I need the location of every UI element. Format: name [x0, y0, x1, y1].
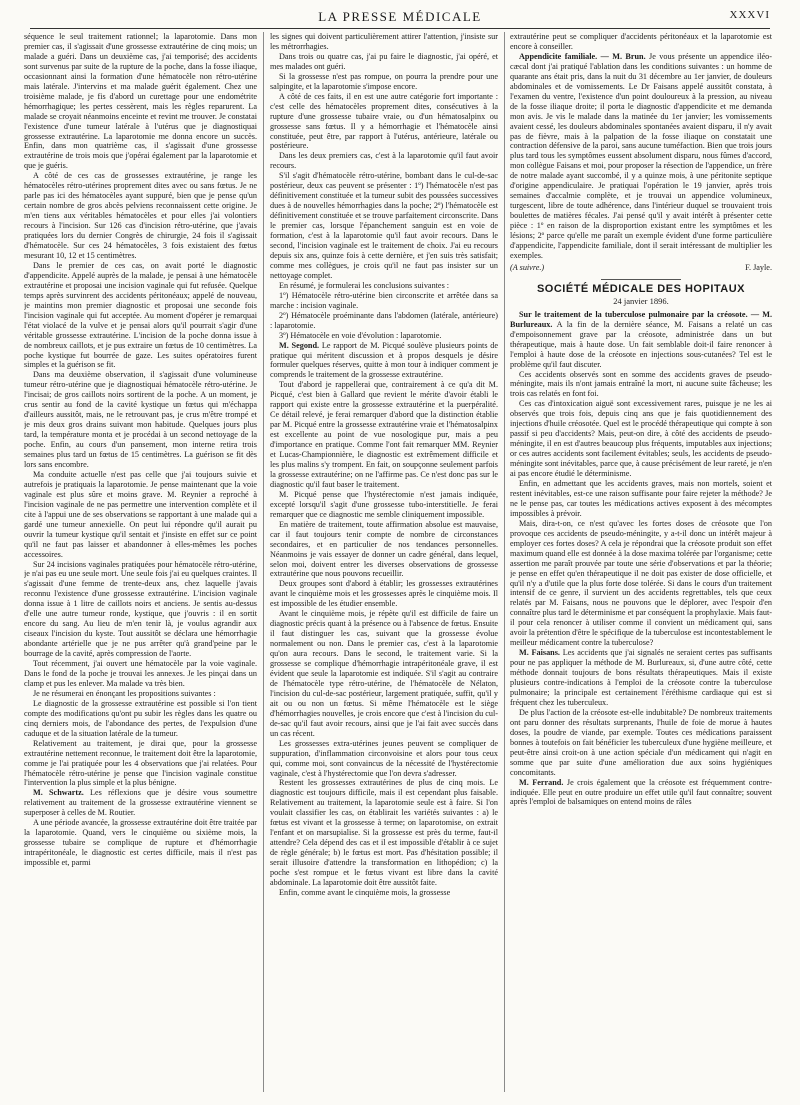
column-divider: [263, 32, 264, 1092]
column-3: [510, 32, 772, 1097]
section-title: SOCIÉTÉ MÉDICALE DES HOPITAUX: [536, 282, 746, 295]
paragraph: Enfin, en admettant que les accidents graves, mais non mortels, soient et restent inévitables, est-ce une raison suffisante pour faire rejeter la méthode? Je ne le pense pas, car toutes les médications actives exposent à des mécomptes impossibles à prévoir.: [510, 478, 772, 518]
running-title: LA PRESSE MÉDICALE: [318, 9, 482, 24]
paragraph: En matière de traitement, toute affirmation absolue est mauvaise, car il faut toujours tenir compte de nombre de circonstances secondaires, et en particulier de nos tendances personnelles. Néanmoins je vais essayer de donner un cadre général, dans lequel, selon moi, doivent entrer les diverses observations de grossesse extrautérine que nous pouvons recueillir.: [270, 519, 498, 579]
paragraph: [510, 648, 772, 708]
paragraph: Je ne résumerai en énonçant les propositions suivantes :: [33, 688, 216, 698]
paragraph: Deux groupes sont d'abord à établir; les grossesses extrautérines avant le cinquième mois et les grossesses après le cinquième mois. Il est impossible de les étudier ensemble.: [270, 579, 498, 609]
paragraph: A côté de ces cas de grossesses extrautérine, je range les hématocèles rétro-utérines proprement dites avec ou sans fœtus. Je ne parle pas ici des hématocèles ayant suppuré, bien que je pense qu'un certain nombre de gros abcès pelviens reconnaissent cette origine. Je m'en tiens aux véritables hématocèles et pour elles j'ai volontiers recours à l'incision. Sur 126 cas d'incision rétro-utérine, que j'avais pratiquées lors du dernier Congrès de chirurgie, 24 fois il s'agissait d'hématocèle. Sur ces 24 hématocèles, 3 fois existaient des fœtus mesurant 10, 12 et 15 centimètres.: [24, 171, 257, 260]
paragraph: Tout récemment, j'ai ouvert une hématocèle par la voie vaginale. Dans le fond de la poche je trouvai les annexes. Je les pinçai dans un clamp et pus les enlever. Ma malade va très bien.: [24, 659, 257, 688]
paragraph: De plus l'action de la créosote est-elle indubitable? De nombreux traitements ont paru donner des résultats surprenants, l'huile de foie de morue à hautes doses, la poudre de viande, par exemple. Toutes ces médications paraissent bonnes à toutefois on fait bénéficier les tuberculeux d'une hygiène meilleure, et peut-être ainsi croit-on à une action spéciale d'un médicament qui n'agit en somme que par suite d'une amélioration due aux soins hygiéniques concomitants.: [510, 707, 772, 777]
paragraph: [510, 310, 772, 370]
paragraph: [510, 52, 772, 261]
paragraph-text: Le rapport de M. Picqué soulève plusieurs points de pratique qui méritent discussion et à propos desquels je désire formuler quelques réserves, quitte à mon tour à indiquer comment je comprends le traitement de la grossesse extrautérine.: [270, 340, 498, 380]
paragraph: Ma conduite actuelle n'est pas celle que j'ai toujours suivie et autrefois je pratiquais la laparotomie. Je pense maintenant que la voie vaginale est plus sûre et moins grave. M. Reynier a reproché à l'incision vaginale de ne pas permettre une intervention complète et il cite à l'appui une de ses observations se rapportant à une malade qui a gardé une tumeur annexielle. On peut lui répondre qu'il aurait pu ouvrir la tumeur kystique qu'il sentait et j'insiste en effet sur ce point qu'il ne faut pas laisser et abandonner à elles-mêmes les poches accessoires.: [24, 469, 257, 559]
paragraph-text: Les accidents que j'ai signalés ne seraient certes pas suffisants pour ne pas appliquer la méthode de M. Burlureaux, si, d'une autre côté, cette méthode donnait toujours de bons résultats thérapeutiques. Mais il existe plusieurs contre-indications à l'emploi de la créosote contre la tuberculose pulmonaire; la principale est certainement l'éréthisme cardiaque qui est si fréquent chez les tuberculeux.: [510, 648, 772, 707]
paragraph: En résumé, je formulerai les conclusions suivantes :: [279, 280, 450, 290]
paragraph: Si la grossesse n'est pas rompue, on pourra la prendre pour une salpingite, et la laparotomie s'impose encore.: [270, 71, 498, 91]
paragraph: Relativement au traitement, je dirai que, pour la grossesse extrautérine nettement reconnue, le traitement doit être la laparotomie, comme je l'ai pratiquée pour les 4 observations que j'ai relatées. Pour l'hématocèle rétro-utérine je pense que l'incision vaginale constitue l'intervention la plus simple et la plus bénigne.: [24, 738, 257, 788]
speaker-name: M. Segond.: [279, 340, 320, 350]
speaker-name: M. Schwartz.: [33, 788, 84, 798]
paragraph: [24, 788, 257, 818]
column-divider: [504, 32, 505, 1092]
paragraph: Mais, dira-t-on, ce n'est qu'avec les fortes doses de créosote que l'on provoque ces accidents de pseudo-méningite, y a-t-il donc un intérêt majeur à employer ces fortes doses? A cela je répondrai que la créosote produit son effet maximum quand elle est donnée à la dose maxima tolérée par l'organisme; cette assertion me paraît prouvée par toute une série d'observations et par la théorie; je pense en effet qu'en thérapeutique il ne doit pas exister de dose officielle, et qu'il n'y a d'utile que la plus forte dose tolérée. Si dans le cours d'un traitement intensif de ce genre, il survient un des accidents regrettables, tels que ceux relatés par M. Faisans, nous ne pouvons que le déplorer, avec l'espoir d'en connaître plus tard le déterminisme et par conséquent la prophylaxie. Mais faut-il pour cela renoncer à utiliser comme il convient un médicament qui, sans avoir la prétention d'être le spécifique de la tuberculose est incontestablement le meilleur médicament contre la tuberculose?: [510, 518, 772, 648]
signature-line: [510, 263, 772, 273]
paragraph: les signes qui doivent particulièrement attirer l'attention, j'insiste sur les métrorrhagies.: [270, 32, 498, 51]
speaker-name: M. Faisans.: [519, 648, 560, 658]
speaker-name: — M. Burlureaux.: [510, 309, 772, 329]
paragraph: Ces accidents observés sont en somme des accidents graves de pseudo-méningite, mais ils n'ont jamais entraîné la mort, ni aucune suite fâcheuse; les trois cas relatés en font foi.: [510, 369, 772, 399]
paragraph: Dans le premier de ces cas, on avait porté le diagnostic d'appendicite. Appelé auprès de la malade, je pensai à une hématocèle extrautérine et proposai une incision vaginale qui fut refusée. Quelque temps après survinrent des accidents péritonéaux; appelé de nouveau, je maintins mon premier diagnostic et proposai une seconde fois l'incision vaginale qui fut acceptée. Au moment d'opérer je remarquai l'état violacé de la vulve et je pensai alors qu'il pourrait s'agir d'une véritable grossesse extrautérine. L'incision de la poche donna issue à de nombreux caillots, et je pus extraire un fœtus de 10 centimètres. La poche kystique fut bourrée de gaze. Les suites opératoires furent simples et la guérison se fit.: [24, 260, 257, 370]
section-date: 24 janvier 1896.: [613, 295, 669, 306]
page-header: [30, 6, 770, 29]
paragraph: M. Picqué pense que l'hystérectomie n'est jamais indiquée, excepté lorsqu'il s'agit d'une grossesse tubo-interstitielle. Je ferai remarquer que ce diagnostic me semble cliniquement impossible.: [270, 489, 498, 519]
paragraph: Sur 24 incisions vaginales pratiquées pour hématocèle rétro-utérine, je n'ai pas eu une seule mort. Une seule fois j'ai eu quelques craintes. Il s'agissait d'une femme de trente-deux ans, chez laquelle j'avais reconnu l'existence d'une grossesse extrautérine. L'incision vaginale donna issue à 1 litre de caillots noirs et anciens. Je sentis au-dessus d'elle une autre tumeur ronde, kystique, que j'ouvris : il en sortit encore du sang. Au lieu de m'en tenir là, je voulus agrandir aux ciseaux l'incision du kyste. Tout aussitôt se déclara une hémorrhagie abondante artérielle que je ne pus arrêter qu'à grand'peine par le bourrage de la cavité, après compression de l'aorte.: [24, 559, 257, 659]
paragraph: Avant le cinquième mois, je répète qu'il est difficile de faire un diagnostic précis quant à la présence ou à l'absence de fœtus. Ensuite il faut distinguer les cas, suivant que la grossesse évolue normalement ou non. Dans le premier cas, c'est à la laparotomie qu'on aura recours. Dans le second, le traitement varie. Si la grossesse se complique d'hémorrhagie intrapéritonéale grave, il est évident que seule la laparotomie est indiquée. S'il s'agit au contraire de l'hématocèle type rétro-utérine, de l'hématocèle de Nélaton, l'incision du cul-de-sac postérieur, largement pratiquée, suffit, qu'il y ait ou ou non un fœtus. Si même l'hématocèle est le siège d'hémorrhagies nouvelles, je crois encore que c'est à l'incision du cul-de-sac qu'il faut avoir recours, ainsi que je l'ai fait avec succès dans un cas récent.: [270, 609, 498, 738]
paragraph: S'il s'agit d'hématocèle rétro-utérine, bombant dans le cul-de-sac postérieur, deux cas peuvent se présenter : 1º) l'hématocèle n'est pas définitivement constituée et la tumeur subit des poussées successives dues à de nouvelles hémorrhagies dans la poche; 2º) l'hématocèle est définitivement constituée et se trouve parfaitement circonscrite. Dans le premier cas, lorsque l'épanchement sanguin est en voie de formation, c'est à la laparotomie qu'il faut avoir recours. Dans le second, l'incision vaginale est le traitement de choix. J'ai eu recours depuis six ans, quinze fois à cette dernière, et j'en suis très satisfait; comme mes collègues, je crois qu'il ne faut pas insister sur un nettoyage complet.: [270, 171, 498, 280]
item-title: Sur le traitement de la tuberculose pulmonaire par la créosote.: [519, 309, 748, 319]
paragraph: Restent les grossesses extrautérines de plus de cinq mois. Le diagnostic est toujours difficile, mais il est cependant plus faisable. Relativement au traitement, la laparotomie seule est à faire. Si l'on voulait classifier les cas, on établirait les variétés suivantes : a) le fœtus est vivant et la grossesse à terme; on laparotomise, on extrait l'enfant et on marsupialise. Si la grossesse est près du terme, faut-il attendre? Cela dépend des cas et il est impossible d'établir à ce sujet de règle générale; b) le fœtus est mort. Pas d'hésitation possible; il serait illusoire d'attendre la transformation en lithopédion; c) la poche s'est rompue et le fœtus vivant est libre dans la cavité abdominale. La laparotomie doit être aussitôt faite.: [270, 778, 498, 888]
paragraph: Dans ma deuxième observation, il s'agissait d'une volumineuse tumeur rétro-utérine que je diagnostiquai hématocèle rétro-utérine. Je l'incisai; de gros caillots noirs sortirent de la poche. A un moment, je crus sentir au fond de la cavité kystique un fœtus qui m'échappa d'ailleurs aussitôt, mais, ne le retrouvant pas, je crus m'être trompé et je mis deux gros drains suivant mon habitude. Quelques jours plus tard, la température monta et je procédai à un second nettoyage de la poche. Enfin, au cours d'un pansement, mon interne retira trois semaines plus tard un fœtus de 15 centimètres. La guérison se fit dès lors sans encombre.: [24, 370, 257, 469]
paragraph: Dans les deux premiers cas, c'est à la laparotomie qu'il faut avoir recours.: [270, 151, 498, 171]
paragraph: extrautérine peut se compliquer d'accidents péritonéaux et la laparotomie est encore à conseiller.: [510, 32, 772, 51]
paragraph: Dans trois ou quatre cas, j'ai pu faire le diagnostic, j'ai opéré, et mes malades ont guéri.: [270, 51, 498, 71]
paragraph: 3º) Hématocèle en voie d'évolution : laparotomie.: [279, 330, 442, 340]
paragraph: Le diagnostic de la grossesse extrautérine est possible si l'on tient compte des modifications qu'ont pu subir les règles dans les quatre ou cinq derniers mois, de l'abondance des pertes, de l'expulsion d'une caduque et de la situation latérale de la tumeur.: [24, 698, 257, 738]
paragraph-text: Je vous présente un appendice iléo-cæcal dont j'ai pratiqué l'ablation dans les conditions suivantes : un homme de quarante ans était pris, dans la nuit du 31 décembre au 1er janvier, de douleurs abdominales et de vomissements. Le Dr Faisans appelé aussitôt constata, à l'examen du ventre, l'existence d'un point douloureux à la pression, au niveau de la fosse iliaque droite; il porta le diagnostic d'appendicite et me demanda mon avis. Je vis le malade dans la matinée du 1er janvier; les vomissements avaient cessé, les douleurs abdominales spontanées avaient disparu, il n'y avait pas de fièvre, mais à la palpation de la fosse iliaque on constatait une contraction défensive de la paroi, sans aucune tuméfaction. Bien que trois jours plus tard tous les symptômes eussent absolument disparu, nous fûmes d'accord, mon collègue Faisans et moi, pour proposer la résection de l'appendice, un frère de notre malade ayant succombé, il y a quinze mois, à une péritonite septique d'origine appendiculaire. Je pratiquai l'opération le 19 janvier, après trois semaines d'accalmie complète, et je trouvai un appendice volumineux, turgescent, libre de toute adhérence, dans l'intérieur duquel se trouvaient trois boulettes de matières fécales. J'ai pensé qu'il y avait intérêt à présenter cette pièce : 1º en raison de la disproportion existant entre les symptômes et les lésions; 2º parce qu'elle me paraît un exemple évident d'une forme particulière d'appendicite, l'appendicite familiale, dont il serait intéressant de multiplier les exemples.: [510, 51, 772, 260]
speaker-name: — M. Brun.: [597, 51, 646, 61]
paragraph-text: Je crois également que la créosote est fréquemment contre-indiquée. Elle peut en outre produire un effet utile qu'il faut connaître; souvent après l'emploi de balsamiques on entend moins de râles: [510, 777, 772, 807]
paragraph: [270, 341, 498, 381]
page-number: XXXVI: [729, 9, 770, 21]
paragraph: Tout d'abord je rappellerai que, contrairement à ce qu'a dit M. Picqué, c'est bien à Gallard que revient le mérite d'avoir établi le rapport qui existe entre la grossesse extrautérine et la puerpéralité. Ce détail relevé, je ferai remarquer d'abord que la distinction établie par M. Picqué entre la grossesse extrautérine vraie et l'hématosalpinx est excellente au point de vue nosologique pur, mais a peu d'importance en pratique. Comme l'ont fait remarquer MM. Reynier et Lucas-Championnière, le diagnostic est extrêmement difficile et les plus malins s'y trompent. En fait, on soupçonne seulement parfois la grossesse extrautérine; on ne l'affirme pas. Ce n'est donc pas sur le diagnostic qu'il faut baser le traitement.: [270, 380, 498, 489]
paragraph-text: A la fin de la dernière séance, M. Faisans a relaté un cas d'empoisonnement grave par la créosote, administrée dans un but thérapeutique, mais à haute dose. Un fait semblable doit-il faire renoncer à l'emploi à haute dose de la créosote en injections sous-cutanées? Tel est le problème qu'il faut discuter.: [510, 319, 772, 369]
paragraph: 1º) Hématocèle rétro-utérine bien circonscrite et arrêtée dans sa marche : incision vaginale.: [270, 290, 498, 310]
paragraph: A une période avancée, la grossesse extrautérine doit être traitée par la laparotomie. Quand, vers le cinquième ou sixième mois, la grossesse tubaire se complique de rupture et d'hémorrhagie intrapéritonéale, le diagnostic est certes difficile, mais il n'est pas impossible et, parmi: [24, 818, 257, 868]
paragraph: séquence le seul traitement rationnel; la laparotomie. Dans mon premier cas, il s'agissait d'une grossesse extrautérine de cinq mois; un malade a guéri. Dans un deuxième cas, j'ai temporisé; des accidents sont survenus par suite de la rupture de la poche, dans la fosse iliaque, occasionnant ainsi la formation d'une hématocèle non rétro-utérine mais latérale. J'intervins et ma malade guérit également. Chez une troisième malade, je fis d'abord un curettage pour une endométrite hémorrhagique; les pertes cessèrent, mais les règles reparurent. La malade se croyait néanmoins enceinte et revint me trouver. Je constatai l'existence d'une tumeur latérale à l'utérus que je diagnostiquai grossesse extrautérine. La laparotomie me donna encore un succès. Enfin, dans mon quatrième cas, il s'agissait d'une grossesse extrautérine de trois mois que j'opérai également par la laparotomie et que je guéris.: [24, 32, 257, 171]
section-separator: [601, 279, 681, 280]
paragraph: [510, 778, 772, 808]
paragraph: 2º) Hématocèle proéminante dans l'abdomen (latérale, antérieure) : laparotomie.: [270, 310, 498, 330]
column-2: [270, 32, 498, 1097]
item-title: Appendicite familiale.: [519, 51, 598, 61]
paragraph-text: Les réflexions que je désire vous soumettre relativement au traitement de la grossesse extrautérine viennent se superposer à celles de M. Routier.: [24, 788, 257, 818]
column-1: [24, 32, 257, 1097]
author-signature: F. Jayle.: [745, 262, 772, 272]
paragraph: Ces cas d'intoxication aiguë sont excessivement rares, puisque je ne les ai observés que trois fois, depuis cinq ans que je fais quotidiennement des injections d'huile créosotée. Quel est le procédé thérapeutique qui compte à son passif si peu d'accidents? Mais, peut-on dire, à côté des accidents de pseudo-méningite, il en est d'autres beaucoup plus fréquents, imputables aux injections; or ces autres accidents sont facilement évitables; seuls, les accidents de pseudo-méningite sont inévitables, parce que, à cause précisément de leur rareté, je n'en ai pas encore étudié le déterminisme.: [510, 399, 772, 479]
paragraph: Les grossesses extra-utérines jeunes peuvent se compliquer de suppuration, d'inflammation circonvoisine et alors pour tous ceux qui, comme moi, sont convaincus de la nécessité de l'hystérectomie vaginale, c'est à l'hystérectomie que l'on devra s'adresser.: [270, 738, 498, 778]
paragraph: Enfin, comme avant le cinquième mois, la grossesse: [279, 887, 451, 897]
paragraph: A côté de ces faits, il en est une autre catégorie fort importante : c'est celle des hématocèles proprement dites, consécutives à la rupture d'une grossesse tubaire vraie, ou d'un hématosalpinx ou grossesse sans fœtus. Il y a hémorrhagie et l'hématocèle ainsi constituée, peut être, par rapport à l'utérus, antérieure, latérale ou postérieure.: [270, 91, 498, 151]
continuation-note: (A suivre.): [510, 262, 545, 272]
speaker-name: M. Ferrand.: [519, 777, 564, 787]
